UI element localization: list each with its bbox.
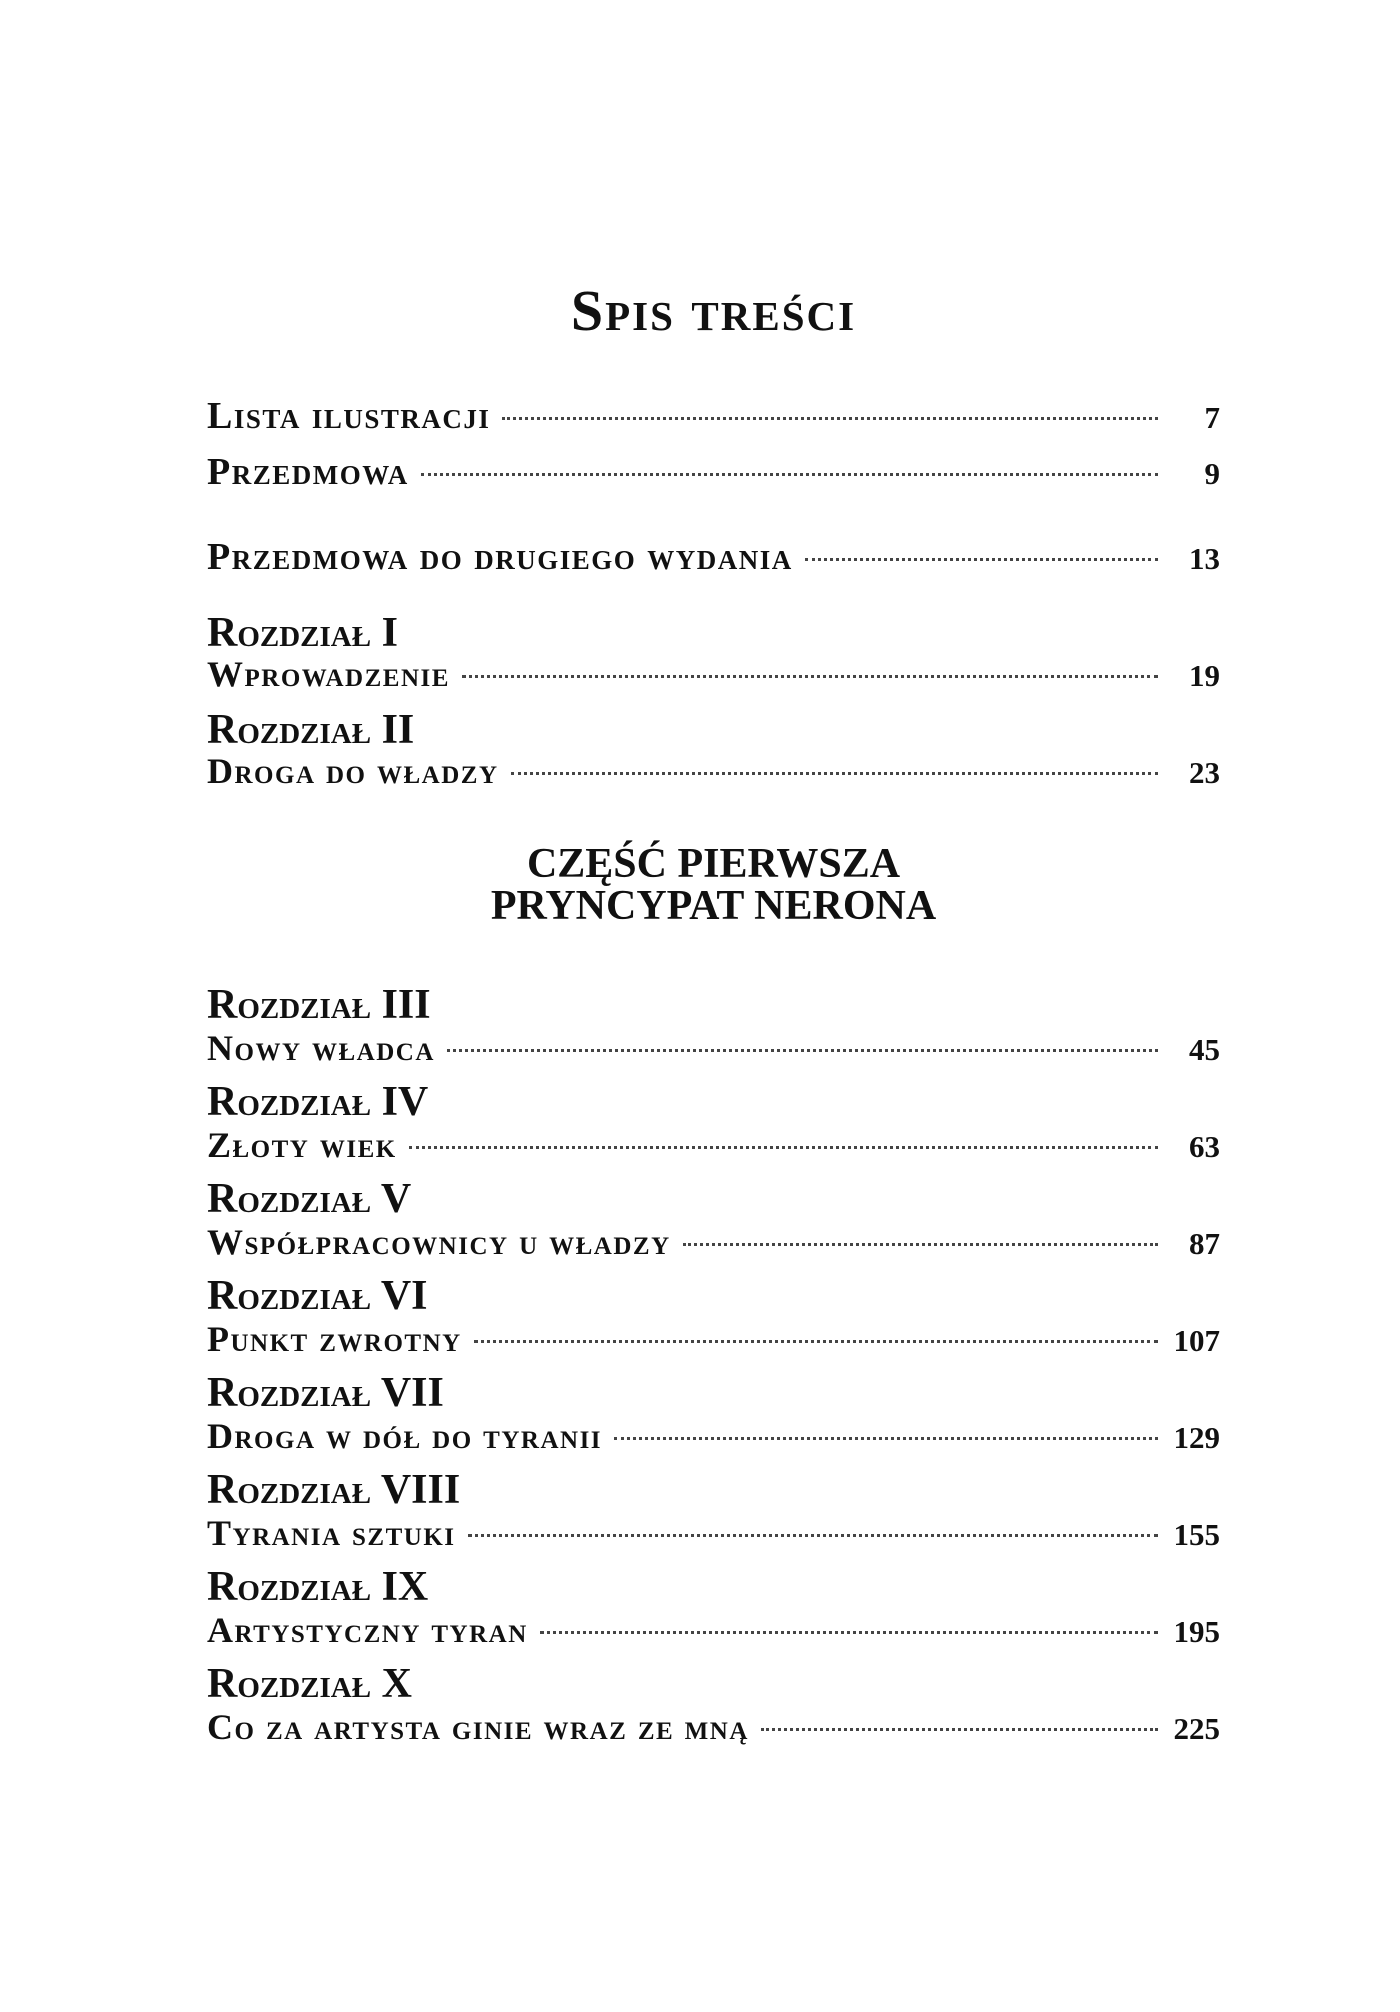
dot-leader bbox=[502, 417, 1158, 420]
toc-entry bbox=[207, 1513, 1220, 1553]
toc-entry bbox=[207, 1028, 1220, 1068]
chapter-label: Rozdział IX bbox=[207, 1564, 429, 1610]
page-title: Spis treści bbox=[570, 278, 857, 343]
part-heading-title: PRYNCYPAT NERONA bbox=[490, 883, 937, 929]
dot-leader bbox=[805, 558, 1158, 561]
chapter-label: Rozdział VII bbox=[207, 1370, 444, 1416]
toc-entry-title: Przedmowa bbox=[207, 451, 409, 493]
toc-entry-title: Tyrania sztuki bbox=[207, 1513, 456, 1553]
dot-leader bbox=[421, 473, 1158, 476]
toc-entry-page: 23 bbox=[1189, 755, 1220, 790]
toc-entry-title: Nowy władca bbox=[207, 1028, 435, 1068]
dot-leader bbox=[409, 1146, 1158, 1149]
toc-entry-page: 19 bbox=[1189, 658, 1220, 693]
toc-entry-page: 63 bbox=[1189, 1129, 1220, 1164]
toc-entry-page: 9 bbox=[1204, 456, 1220, 491]
toc-entry-page: 87 bbox=[1189, 1226, 1220, 1261]
toc-entry-page: 225 bbox=[1173, 1711, 1220, 1746]
dot-leader bbox=[462, 675, 1158, 678]
toc-entry-page: 107 bbox=[1173, 1323, 1220, 1358]
toc-entry-title: Punkt zwrotny bbox=[207, 1319, 462, 1359]
chapter-label: Rozdział V bbox=[207, 1176, 412, 1222]
toc-entry bbox=[207, 537, 1220, 577]
dot-leader bbox=[511, 772, 1158, 775]
toc-entry-title: Artystyczny tyran bbox=[207, 1610, 528, 1650]
chapter-label: Rozdział IV bbox=[207, 1079, 429, 1125]
chapter-label: Rozdział II bbox=[207, 707, 415, 753]
toc-entry-page: 195 bbox=[1173, 1614, 1220, 1649]
toc-entry bbox=[207, 654, 1220, 694]
toc-entry-page: 155 bbox=[1173, 1517, 1220, 1552]
toc-entry-title: Droga do władzy bbox=[207, 751, 499, 791]
toc-entry bbox=[207, 1416, 1220, 1456]
toc-entry bbox=[207, 751, 1220, 791]
toc-entry bbox=[207, 1707, 1220, 1747]
dot-leader bbox=[474, 1340, 1158, 1343]
toc-entry bbox=[207, 396, 1220, 436]
toc-entry-title: Złoty wiek bbox=[207, 1125, 397, 1165]
chapter-label: Rozdział X bbox=[207, 1661, 412, 1707]
dot-leader bbox=[468, 1534, 1159, 1537]
dot-leader bbox=[614, 1437, 1158, 1440]
toc-entry-title: Wprowadzenie bbox=[207, 654, 450, 694]
dot-leader bbox=[540, 1631, 1158, 1634]
toc-entry bbox=[207, 452, 1220, 492]
chapter-label: Rozdział VIII bbox=[207, 1467, 461, 1513]
toc-entry-page: 7 bbox=[1204, 400, 1220, 435]
toc-entry-title: Współpracownicy u władzy bbox=[207, 1222, 671, 1262]
part-heading-number: CZĘŚĆ PIERWSZA bbox=[526, 841, 901, 887]
toc-entry-title: Co za artysta ginie wraz ze mną bbox=[207, 1707, 749, 1747]
toc-entry bbox=[207, 1610, 1220, 1650]
toc-entry bbox=[207, 1125, 1220, 1165]
toc-entry-title: Droga w dół do tyranii bbox=[207, 1416, 603, 1456]
dot-leader bbox=[761, 1728, 1158, 1731]
toc-entry-title: Przedmowa do drugiego wydania bbox=[207, 536, 793, 578]
toc-entry-page: 129 bbox=[1173, 1420, 1220, 1455]
toc-entry-title: Lista ilustracji bbox=[207, 395, 491, 437]
chapter-label: Rozdział III bbox=[207, 982, 431, 1028]
dot-leader bbox=[683, 1243, 1158, 1246]
toc-entry bbox=[207, 1319, 1220, 1359]
toc-entry bbox=[207, 1222, 1220, 1262]
toc-entry-page: 13 bbox=[1189, 541, 1220, 576]
chapter-label: Rozdział I bbox=[207, 610, 398, 656]
toc-entry-page: 45 bbox=[1189, 1032, 1220, 1067]
chapter-label: Rozdział VI bbox=[207, 1273, 428, 1319]
dot-leader bbox=[447, 1049, 1158, 1052]
